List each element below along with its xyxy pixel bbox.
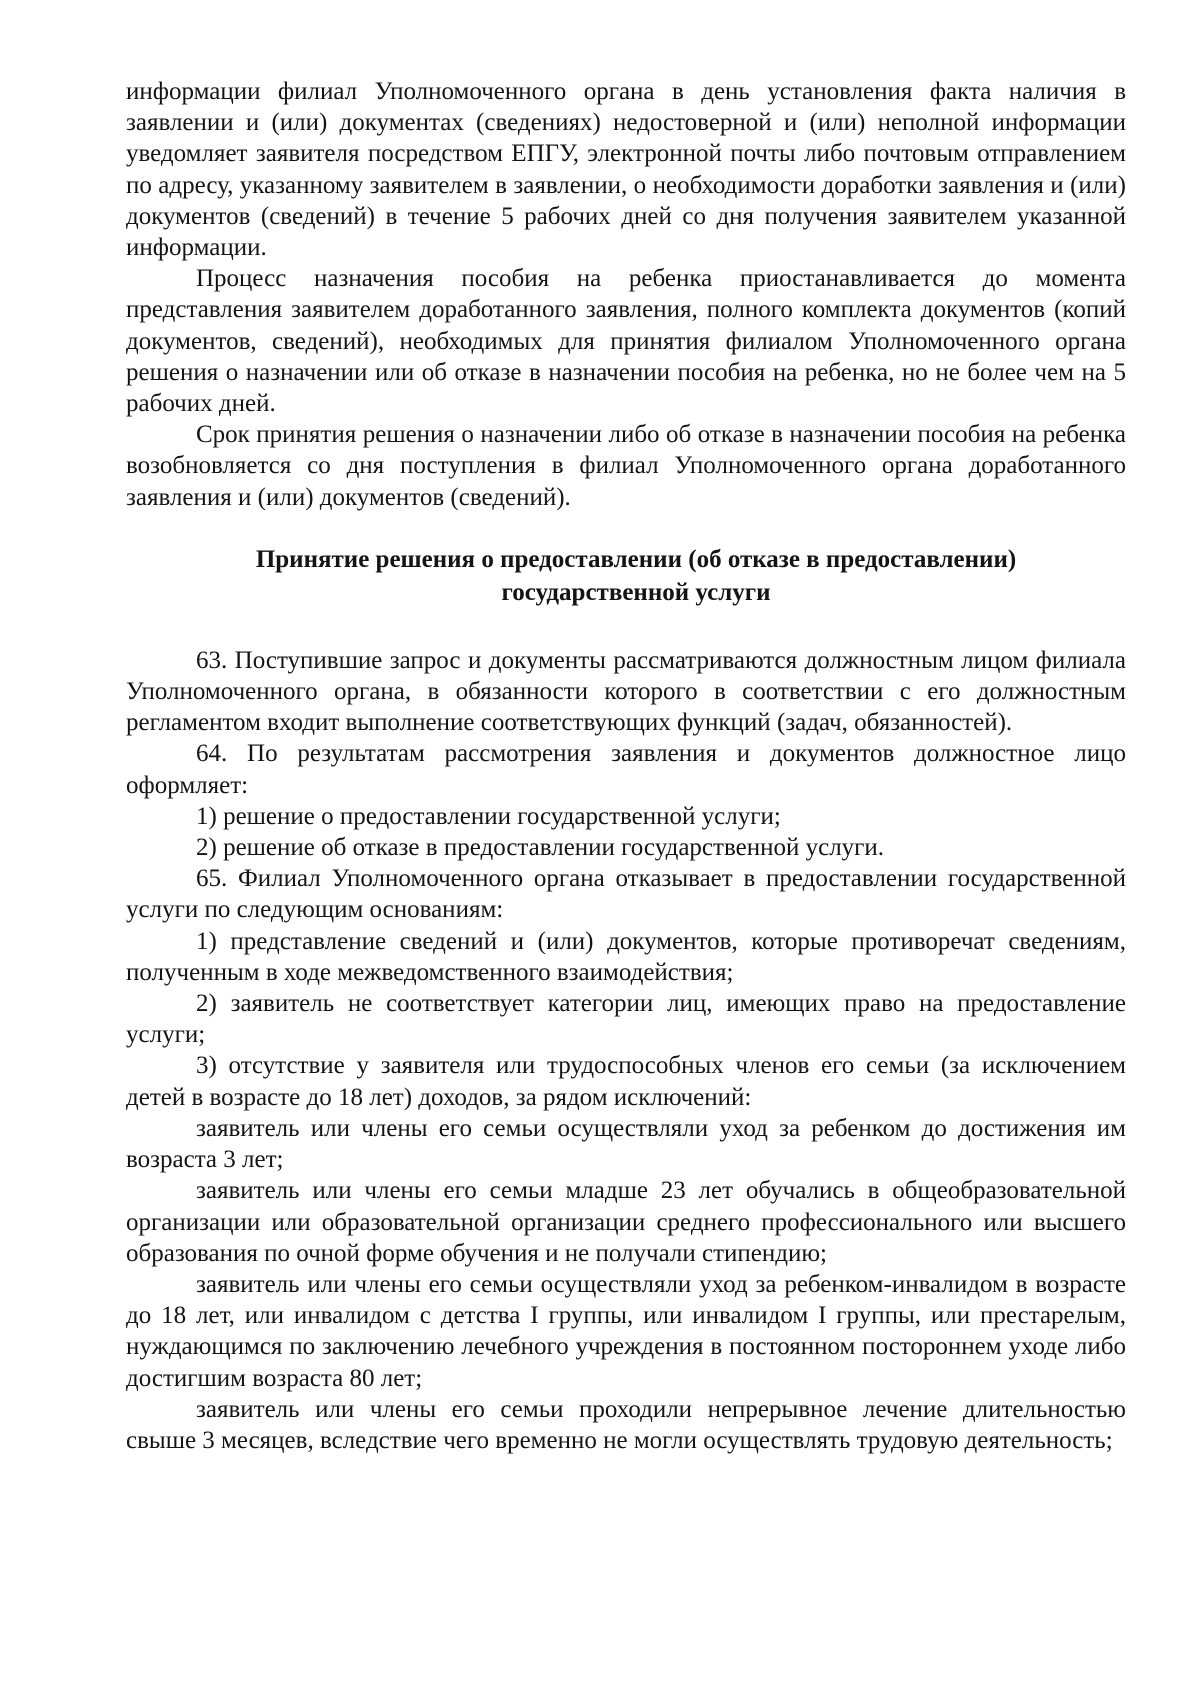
clause-65: 65. Филиал Уполномоченного органа отказывает в предоставлении государственной услуги по следующим основаниям: [126,865,1126,924]
clause-65-item-2: 2) заявитель не соответствует категории лиц, имеющих право на предоставление услуги; [126,990,1126,1049]
section-heading-line-1: Принятие решения о предоставлении (об отказе в предоставлении) [255,545,1017,573]
paragraph-suspension: Процесс назначения пособия на ребенка приостанавливается до момента представления заявителем доработанного заявления, полного комплекта документов (копий документов, сведений), необходимых для принятия филиалом Уполномоченного органа решения о назначении или об отказе в назначении пособия на ребенка, но не более чем на 5 рабочих дней. [126,265,1126,418]
paragraph-resumption: Срок принятия решения о назначении либо об отказе в назначении пособия на ребенка возобновляется со дня поступления в филиал Уполномоченного органа доработанного заявления и (или) документов (сведений). [126,421,1126,511]
clause-64-item-1: 1) решение о предоставлении государственной услуги; [196,802,781,830]
clause-63: 63. Поступившие запрос и документы рассматриваются должностным лицом филиала Уполномоченного органа, в обязанности которого в соответствии с его должностным регламентом входит выполнение соответствующих функций (задач, обязанностей). [126,646,1126,737]
section-heading [126,543,1126,609]
exception-education: заявитель или члены его семьи младше 23 лет обучались в общеобразовательной организации или образовательной организации среднего профессионального или высшего образования по очной форме обучения и не получали стипендию; [126,1177,1126,1267]
document-body [126,76,1126,1456]
exception-treatment: заявитель или члены его семьи проходили непрерывное лечение длительностью свыше 3 месяцев, вследствие чего временно не могли осуществлять трудовую деятельность; [126,1395,1126,1454]
clause-65-item-3: 3) отсутствие у заявителя или трудоспособных членов его семьи (за исключением детей в возрасте до 18 лет) доходов, за рядом исключений: [126,1052,1126,1111]
clause-64-item-2: 2) решение об отказе в предоставлении государственной услуги. [196,834,885,862]
clause-65-item-1: 1) представление сведений и (или) документов, которые противоречат сведениям, полученным в ходе межведомственного взаимодействия; [126,927,1126,986]
exception-disabled-care: заявитель или члены его семьи осуществляли уход за ребенком-инвалидом в возрасте до 18 лет, или инвалидом с детства I группы, или инвалидом I группы, или престарелым, нуждающимся по заключению лечебного учреждения в постоянном постороннем уходе либо достигшим возраста 80 лет; [126,1270,1126,1392]
exception-childcare: заявитель или члены его семьи осуществляли уход за ребенком до достижения им возраста 3 лет; [126,1114,1126,1174]
paragraph-continuation: информации филиал Уполномоченного органа в день установления факта наличия в заявлении и (или) документах (сведениях) недостоверной и (или) неполной информации уведомляет заявителя посредством ЕПГУ, электронной почты либо почтовым отправлением по адресу, указанному заявителем в заявлении, о необходимости доработки заявления и (или) документов (сведений) в течение 5 рабочих дней со дня получения заявителем указанной информации. [126,78,1126,262]
clause-64: 64. По результатам рассмотрения заявления и документов должностное лицо оформляет: [126,740,1126,799]
section-heading-line-2: государственной услуги [501,578,771,606]
